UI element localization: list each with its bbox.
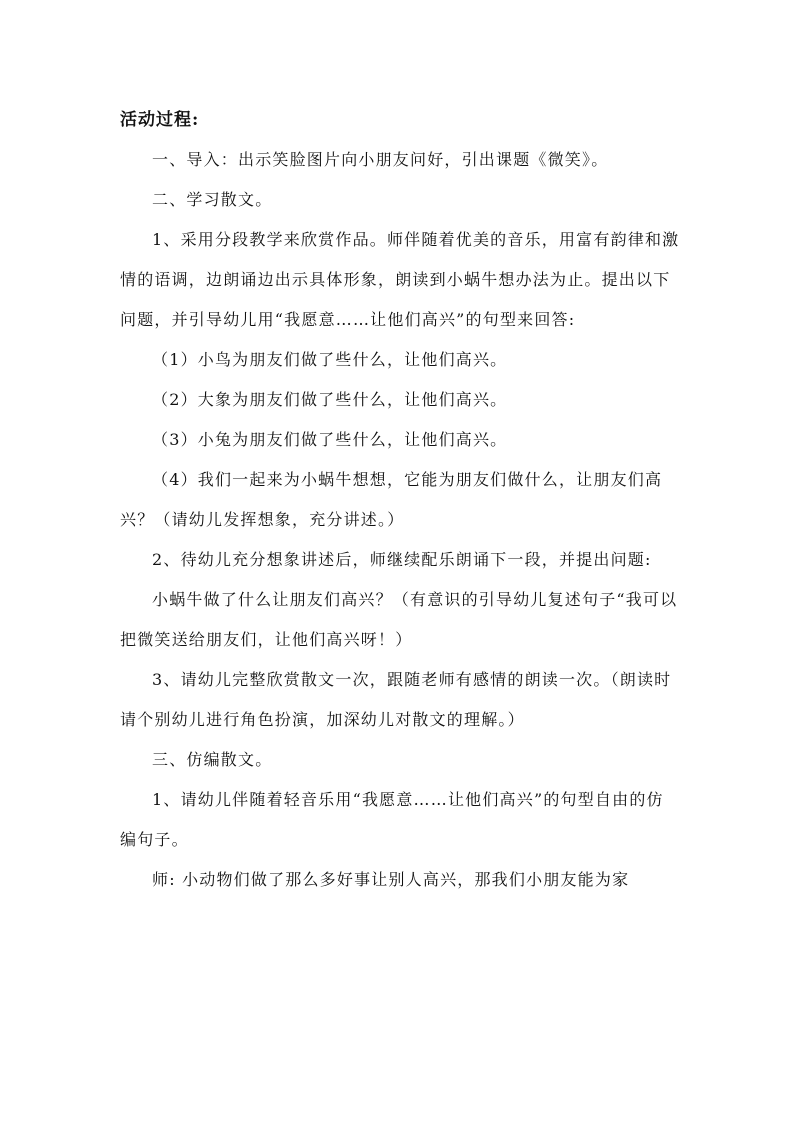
paragraph-step-two: 2、待幼儿充分想象讲述后，师继续配乐朗诵下一段，并提出问题: <box>152 550 652 569</box>
paragraph-snail-question: 小蜗牛做了什么让朋友们高兴？（有意识的引导幼儿复述句子“我可以把微笑送给朋友们，让他们高兴呀！） <box>120 590 678 649</box>
question-item-3: （3）小兔为朋友们做了些什么，让他们高兴。 <box>152 430 508 449</box>
paragraph-section-three-title: 三、仿编散文。 <box>152 750 273 769</box>
paragraph-imitate-step-one: 1、请幼儿伴随着轻音乐用“我愿意……让他们高兴”的句型自由的仿编句子。 <box>120 790 664 849</box>
paragraph-teacher-prompt: 师: 小动物们做了那么多好事让别人高兴，那我们小朋友能为家 <box>152 870 630 889</box>
question-item-1: （1）小鸟为朋友们做了些什么，让他们高兴。 <box>152 350 508 369</box>
paragraph-step-one: 1、采用分段教学来欣赏作品。师伴随着优美的音乐，用富有韵律和激情的语调，边朗诵边出示具体形象，朗读到小蜗牛想办法为止。提出以下问题，并引导幼儿用“我愿意……让他们高兴”的句型来回答: <box>120 230 680 329</box>
paragraph-section-two-title: 二、学习散文。 <box>152 190 273 209</box>
document-body <box>120 100 680 900</box>
question-item-4: （4）我们一起来为小蜗牛想想，它能为朋友们做什么，让朋友们高兴？（请幼儿发挥想象，充分讲述。） <box>120 470 663 529</box>
paragraph-intro: 一、导入：出示笑脸图片向小朋友问好，引出课题《微笑》。 <box>152 150 609 169</box>
question-item-2: （2）大象为朋友们做了些什么，让他们高兴。 <box>152 390 508 409</box>
activity-process-heading: 活动过程: <box>120 110 200 130</box>
paragraph-step-three: 3、请幼儿完整欣赏散文一次，跟随老师有感情的朗读一次。（朗读时请个别幼儿进行角色扮演，加深幼儿对散文的理解。） <box>120 670 672 729</box>
